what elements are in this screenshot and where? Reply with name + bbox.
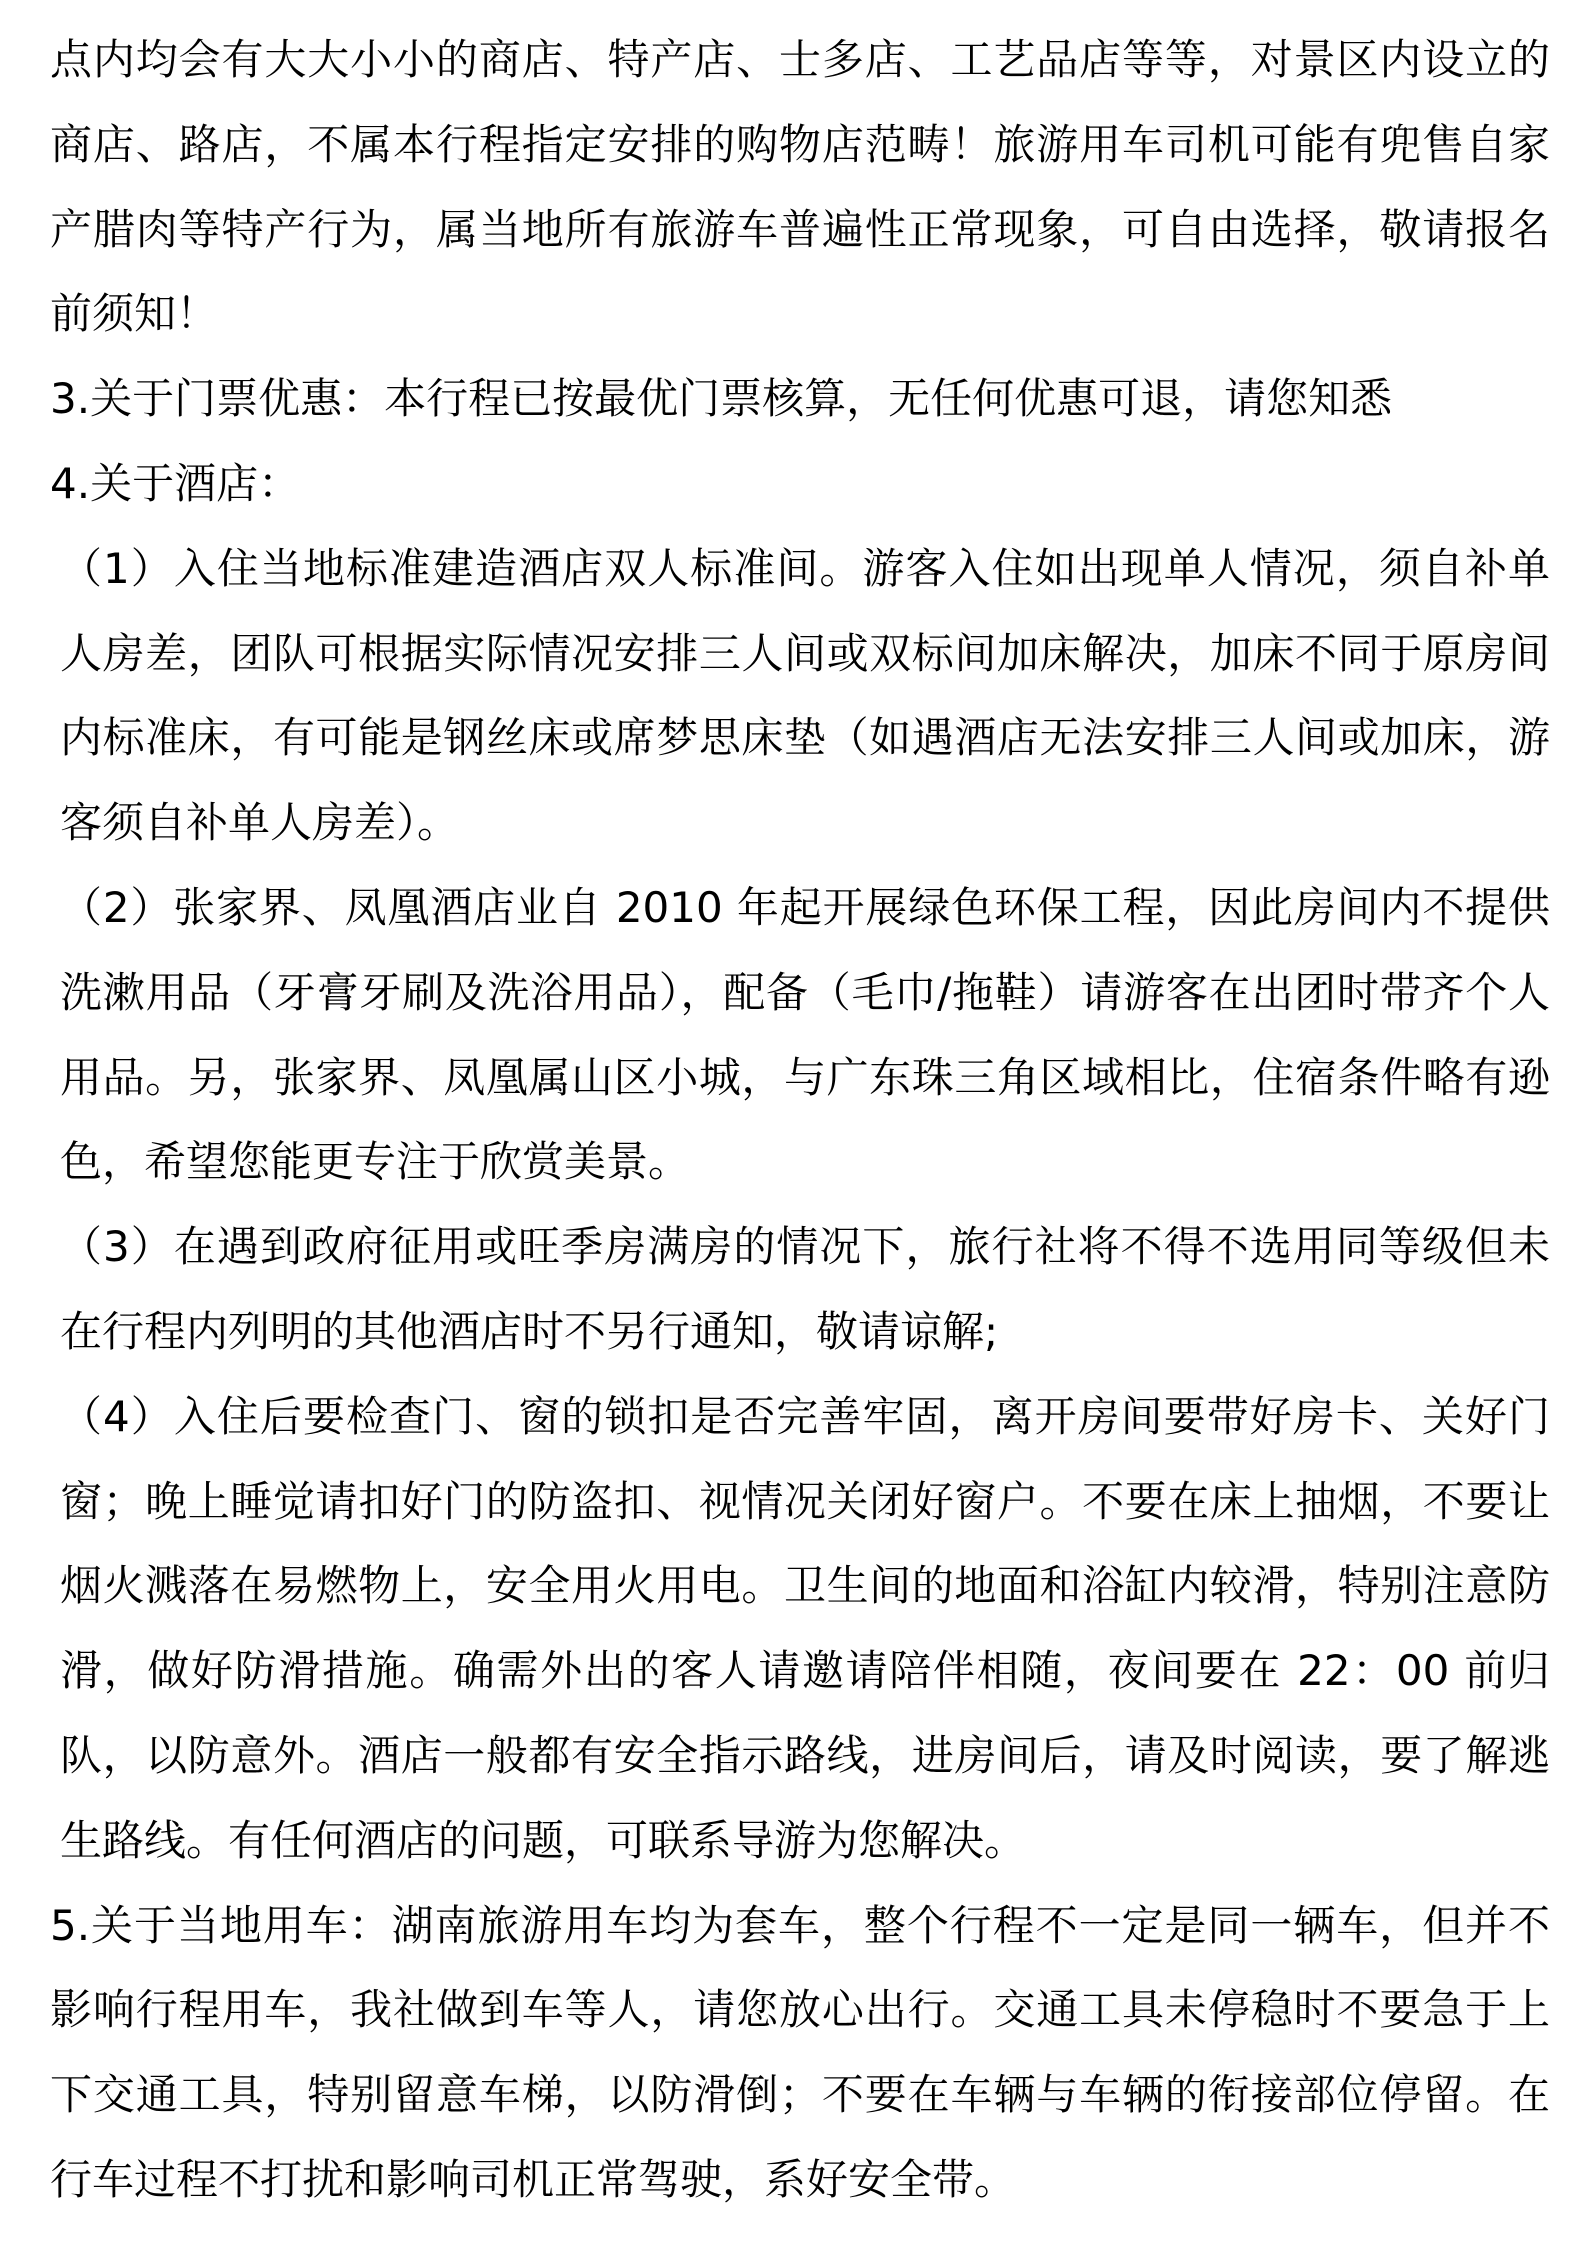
paragraph-hotel-heading: 4.关于酒店： bbox=[50, 458, 301, 508]
paragraph-hotel-item-2: （2）张家界、凤凰酒店业自 2010 年起开展绿色环保工程，因此房间内不提供洗漱用品（牙膏牙刷及洗浴用品），配备（毛巾/拖鞋）请游客在出团时带齐个人用品。另，张家界、凤凰属山区小城，与广东珠三角区域相比，住宿条件略有逊色，希望您能更专注于欣赏美景。 bbox=[60, 882, 1550, 1187]
paragraph-hotel-item-4: （4）入住后要检查门、窗的锁扣是否完善牢固，离开房间要带好房卡、关好门窗；晚上睡觉请扣好门的防盗扣、视情况关闭好窗户。不要在床上抽烟，不要让烟火溅落在易燃物上，安全用火用电。卫生间的地面和浴缸内较滑，特别注意防滑，做好防滑措施。确需外出的客人请邀请陪伴相随，夜间要在 22：00 前归队，以防意外。酒店一般都有安全指示路线，进房间后，请及时阅读，要了解逃生路线。有任何酒店的问题，可联系导游为您解决。 bbox=[60, 1391, 1550, 1865]
paragraph-hotel-item-3: （3）在遇到政府征用或旺季房满房的情况下，旅行社将不得不选用同等级但未在行程内列明的其他酒店时不另行通知，敬请谅解; bbox=[60, 1222, 1550, 1356]
paragraph-local-transport: 5.关于当地用车：湖南旅游用车均为套车，整个行程不一定是同一辆车，但并不影响行程用车，我社做到车等人，请您放心出行。交通工具未停稳时不要急于上下交通工具，特别留意车梯，以防滑倒；不要在车辆与车辆的衔接部位停留。在行车过程不打扰和影响司机正常驾驶，系好安全带。 bbox=[50, 1900, 1550, 2204]
paragraph-shops-notice: 点内均会有大大小小的商店、特产店、士多店、工艺品店等等，对景区内设立的商店、路店，不属本行程指定安排的购物店范畴！旅游用车司机可能有兜售自家产腊肉等特产行为，属当地所有旅游车普遍性正常现象，可自由选择，敬请报名前须知！ bbox=[50, 35, 1550, 339]
paragraph-ticket-discount: 3.关于门票优惠：本行程已按最优门票核算，无任何优惠可退，请您知悉 bbox=[50, 374, 1393, 424]
document-page bbox=[50, 18, 1550, 2223]
paragraph-hotel-item-1: （1）入住当地标准建造酒店双人标准间。游客入住如出现单人情况，须自补单人房差，团队可根据实际情况安排三人间或双标间加床解决，加床不同于原房间内标准床，有可能是钢丝床或席梦思床垫（如遇酒店无法安排三人间或加床，游客须自补单人房差）。 bbox=[60, 543, 1550, 848]
